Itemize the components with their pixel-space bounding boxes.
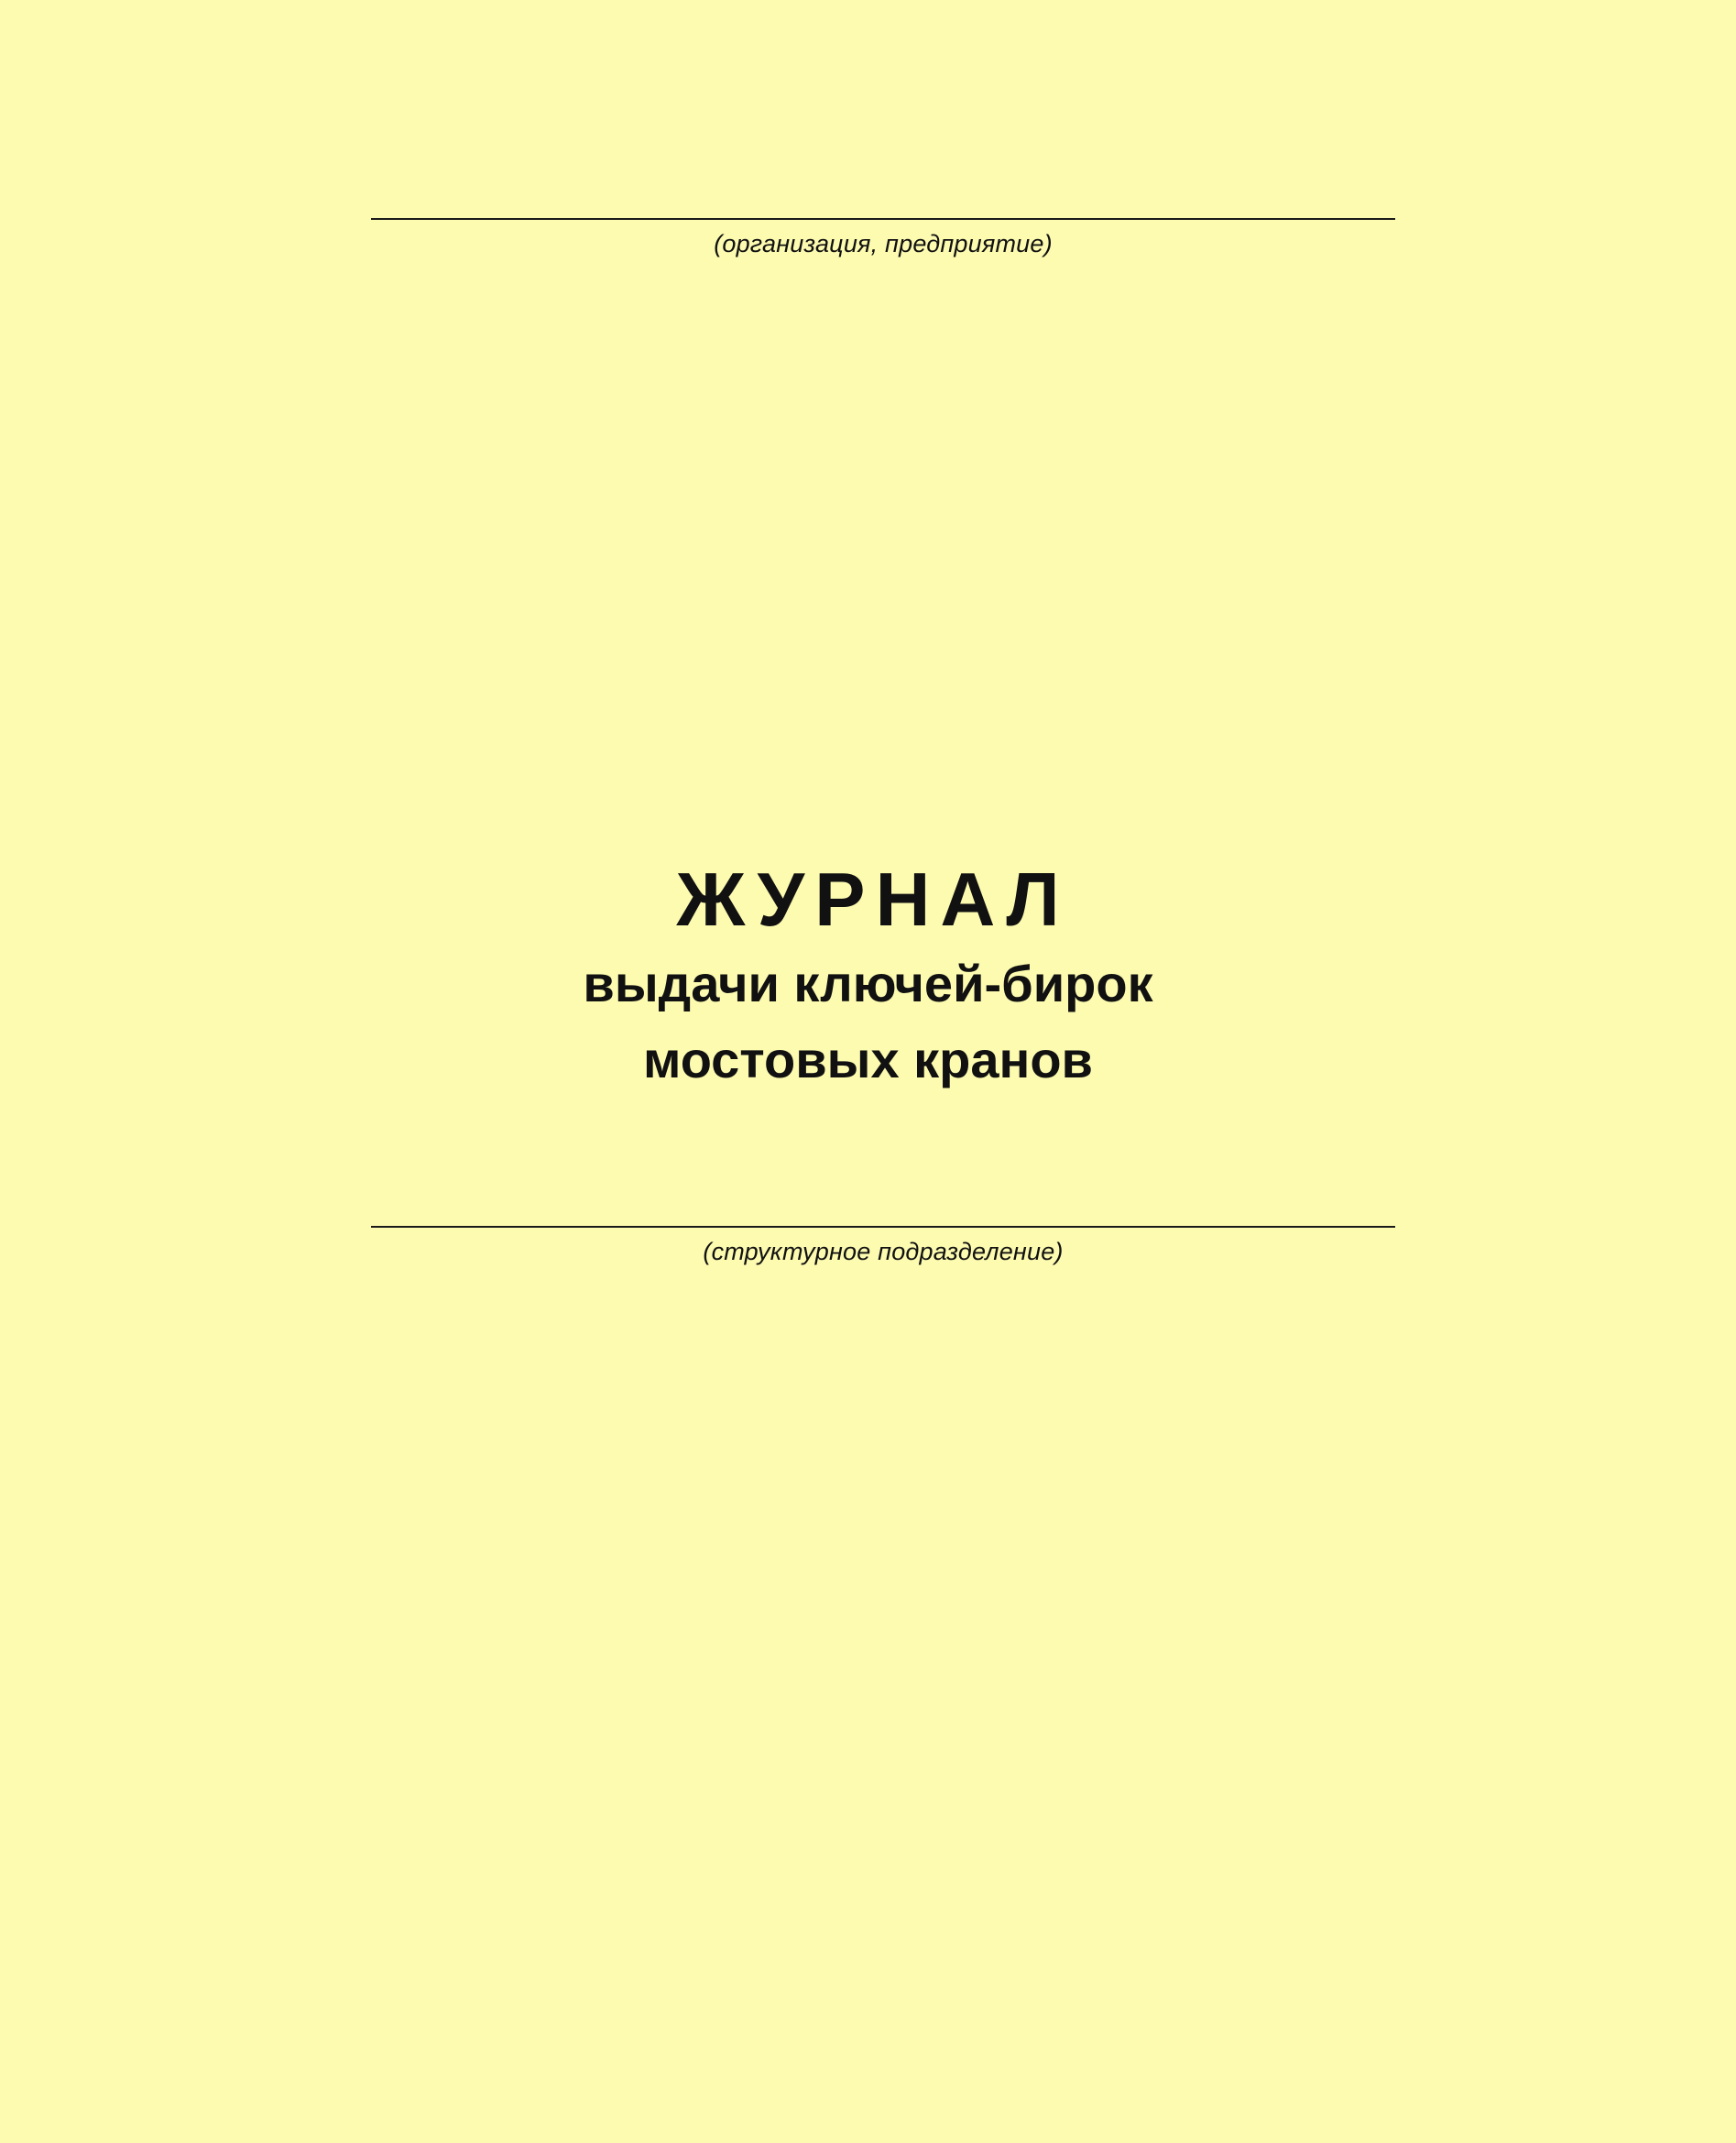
organization-field	[371, 218, 1395, 258]
title-line-2: выдачи ключей-бирок	[583, 954, 1153, 1012]
structural-unit-fill-line	[371, 1226, 1395, 1228]
structural-unit-field	[371, 1226, 1395, 1266]
title-main: ЖУРНАЛ	[676, 857, 1070, 942]
page-title	[0, 857, 1736, 1092]
organization-caption: (организация, предприятие)	[714, 230, 1053, 257]
organization-fill-line	[371, 218, 1395, 220]
title-line-3: мостовых кранов	[643, 1031, 1093, 1089]
structural-unit-caption: (структурное подразделение)	[703, 1238, 1064, 1265]
